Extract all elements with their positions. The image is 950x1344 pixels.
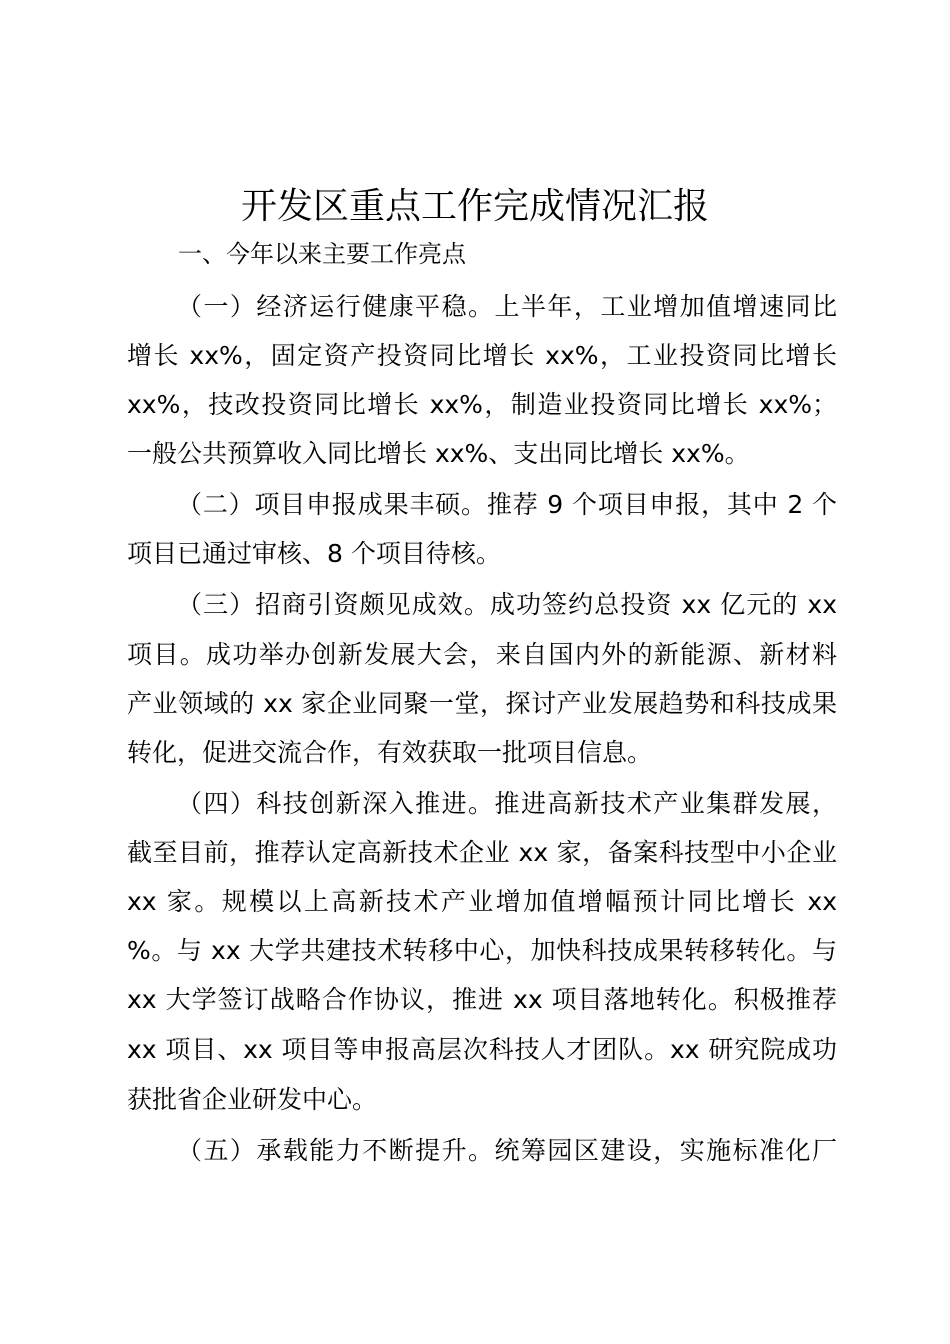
paragraph-3-line: 产业领域的 xx 家企业同聚一堂，探讨产业发展趋势和科技成果 [127,689,837,718]
paragraph-2-line: （二）项目申报成果丰硕。推荐 9 个项目申报，其中 2 个 [177,490,837,519]
paragraph-4-line: %。与 xx 大学共建技术转移中心，加快科技成果转移转化。与 [127,936,837,965]
document-title: 开发区重点工作完成情况汇报 [240,186,709,227]
paragraph-4-line: xx 大学签订战略合作协议，推进 xx 项目落地转化。积极推荐 [127,985,837,1014]
paragraph-1-line: 一般公共预算收入同比增长 xx%、支出同比增长 xx%。 [127,439,750,468]
paragraph-1-line: xx%，技改投资同比增长 xx%，制造业投资同比增长 xx%； [127,390,837,419]
paragraph-5-line: （五）承载能力不断提升。统筹园区建设，实施标准化厂 [177,1136,837,1165]
paragraph-3-line: （三）招商引资颇见成效。成功签约总投资 xx 亿元的 xx [177,590,837,619]
paragraph-2-line: 项目已通过审核、8 个项目待核。 [127,539,501,568]
section-heading: 一、今年以来主要工作亮点 [178,240,466,268]
paragraph-1-line: 增长 xx%，固定资产投资同比增长 xx%，工业投资同比增长 [127,341,837,370]
paragraph-1-line: （一）经济运行健康平稳。上半年，工业增加值增速同比 [177,292,837,321]
paragraph-4-line: 截至目前，推荐认定高新技术企业 xx 家，备案科技型中小企业 [127,838,837,867]
paragraph-4-line: （四）科技创新深入推进。推进高新技术产业集群发展， [177,789,837,818]
paragraph-3-line: 转化，促进交流合作，有效获取一批项目信息。 [127,738,653,767]
paragraph-4-line: 获批省企业研发中心。 [127,1085,378,1114]
paragraph-4-line: xx 项目、xx 项目等申报高层次科技人才团队。xx 研究院成功 [127,1035,837,1064]
paragraph-4-line: xx 家。规模以上高新技术产业增加值增幅预计同比增长 xx [127,887,837,916]
paragraph-3-line: 项目。成功举办创新发展大会，来自国内外的新能源、新材料 [127,640,837,669]
